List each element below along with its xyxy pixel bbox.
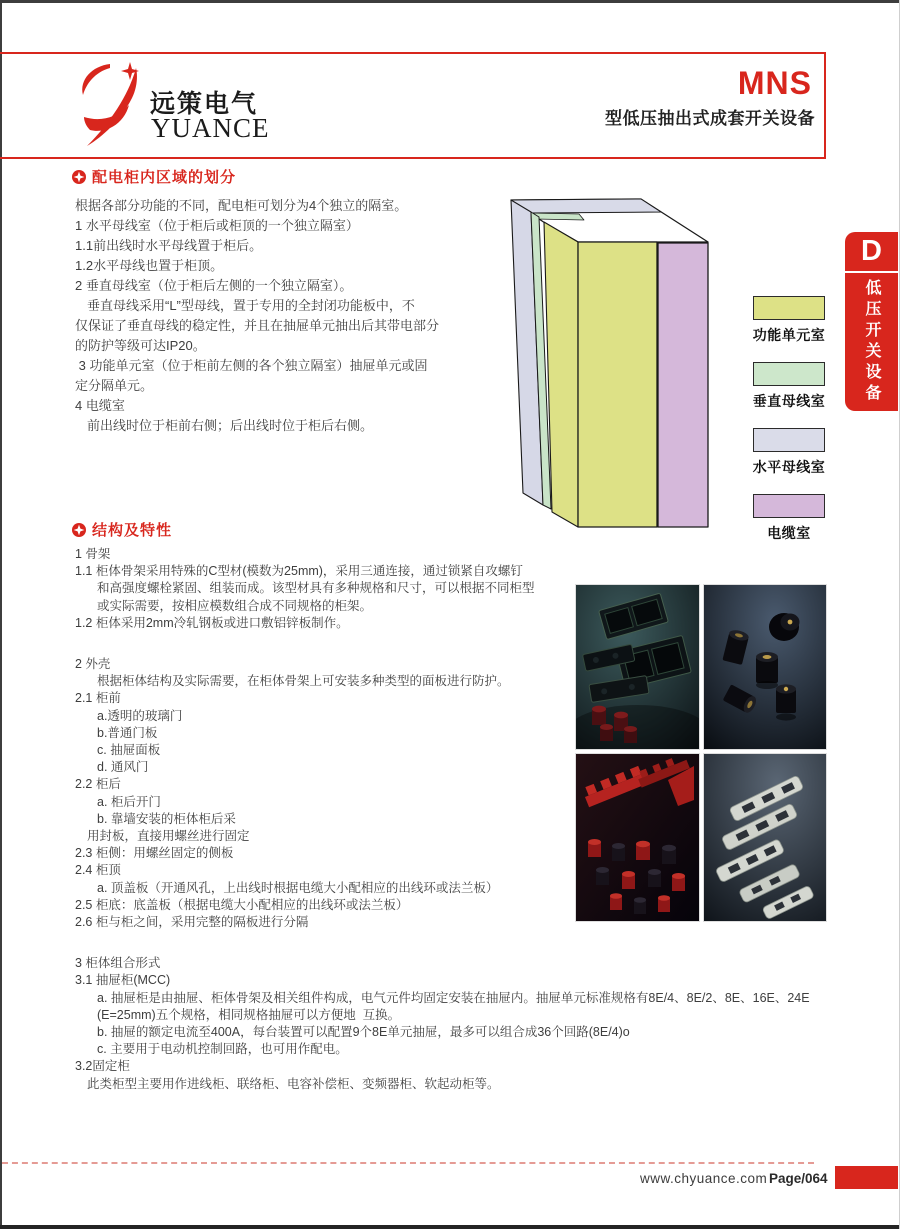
body-line: 1 骨架 [75,547,111,561]
body-line: 4 电缆室 [75,398,125,413]
legend-item [752,362,826,428]
body-line: 2.3 柜侧：用螺丝固定的侧板 [75,846,234,861]
body-line: 前出线时位于柜前右侧；后出线时位于柜后右侧。 [87,418,374,433]
body-line: c. 主要用于电动机控制回路，也可用作配电。 [97,1042,348,1057]
product-subtitle: 型低压抽出式成套开关设备 [605,109,815,128]
legend-label: 电缆室 [767,525,811,541]
chapter-tab [845,273,898,411]
legend-label: 水平母线室 [752,459,826,475]
body-line: a. 顶盖板（开通风孔，上出线时根据电缆大小配相应的出线环或法兰板） [97,880,499,895]
section2-title-text: 结构及特性 [92,522,173,539]
section1-body [75,196,527,436]
section-bullet-star-icon [72,170,86,184]
diagram-legend [752,296,826,560]
body-line: 此类柜型主要用作进线柜、联络柜、电容补偿柜、变频器柜、软起动柜等。 [87,1076,500,1091]
body-line: 1 水平母线室（位于柜后或柜顶的一个独立隔室） [75,218,359,233]
body-line: 2.6 柜与柜之间，采用完整的隔板进行分隔 [75,915,309,930]
page-border-bottom [0,1225,900,1229]
body-line: 根据各部分功能的不同，配电柜可划分为4个独立的隔室。 [75,198,408,213]
product-photo-grey-busbar-combs [703,753,827,922]
body-line: 2.1 柜前 [75,691,121,706]
chapter-tab-letter: D [845,232,898,271]
body-line: a.透明的玻璃门 [97,708,183,723]
section1-title [72,166,236,187]
section-bullet-star-icon [72,523,86,537]
body-line: 3 功能单元室（位于柜前左侧的各个独立隔室）抽屉单元或固 [75,358,428,373]
section1-title-text: 配电柜内区域的划分 [92,169,237,186]
body-line: b.普通门板 [97,725,158,740]
legend-label: 垂直母线室 [752,393,826,409]
body-line: c. 抽屉面板 [97,743,161,758]
product-photo-cylindrical-insulators [703,584,827,750]
section2-title [72,519,172,540]
page-border-top [0,0,900,3]
body-line: b. 抽屉的额定电流至400A，每台装置可以配置9个8E单元抽屉，最多可以组合成36个回路(8E/4)o [97,1025,630,1040]
body-line: a. 柜后开门 [97,794,161,809]
body-line: 垂直母线采用“L”型母线，置于专用的全封闭功能板中，不 [87,298,415,313]
logo-text-en: YUANCE [151,113,270,143]
legend-swatch [753,362,825,386]
body-line: 2.4 柜顶 [75,863,121,878]
body-line: 3.1 抽屉柜(MCC) [75,973,171,988]
legend-item [752,296,826,362]
body-line: 1.1前出线时水平母线置于柜后。 [75,238,263,253]
logo-text-cn: 远策电气 [150,90,259,118]
legend-swatch [753,428,825,452]
footer-page-number: Page/064 [769,1171,828,1186]
body-line: 或实际需要，按相应模数组合成不同规格的柜架。 [97,598,373,613]
page-border-left [0,0,2,1226]
footer-dashed-rule [2,1162,814,1164]
footer-red-block [835,1166,898,1189]
body-line: a. 抽屉柜是由抽屉、柜体骨架及相关组件构成，电气元件均固定安装在抽屉内。抽屉单元标准规格有8E/4、8E/2、8E、16E、24E [97,990,810,1005]
body-line: 2.2 柜后 [75,777,121,792]
body-line: 1.2水平母线也置于柜顶。 [75,258,224,273]
legend-swatch [753,296,825,320]
product-photo-red-black-insulators [575,753,700,922]
body-line: 2 垂直母线室（位于柜后左侧的一个独立隔室）。 [75,278,353,293]
body-line: 定分隔单元。 [75,378,154,393]
body-line: 和高强度螺栓紧固、组装而成。该型材具有多种规格和尺寸，可以根据不同柜型 [97,581,535,596]
body-line: 1.2 柜体采用2mm冷轧钢板或进口敷铝锌板制作。 [75,615,349,630]
body-line: 1.1 柜体骨架采用特殊的C型材(模数为25mm)，采用三通连接，通过锁紧自攻螺钉 [75,564,523,579]
legend-swatch [753,494,825,518]
cabinet-compartment-diagram [495,193,710,538]
chapter-tab-label: 低压开关设备 [863,279,880,405]
product-photo-clamp-panels [575,584,700,750]
yuance-logo-swoosh-icon [70,60,144,152]
body-line: 3.2固定柜 [75,1059,130,1074]
legend-label: 功能单元室 [752,327,826,343]
body-line: 仅保证了垂直母线的稳定性，并且在抽屉单元抽出后其带电部分 [75,318,440,333]
body-line: d. 通风门 [97,760,149,775]
body-line: 用封板，直接用螺丝进行固定 [87,829,250,844]
product-model-title: MNS [737,65,812,101]
body-line: 2 外壳 [75,657,111,672]
body-line: 3 柜体组合形式 [75,956,161,971]
body-line: 2.5 柜底：底盖板（根据电缆大小配相应的出线环或法兰板） [75,897,409,912]
legend-item [752,428,826,494]
body-line: 根据柜体结构及实际需要，在柜体骨架上可安装多种类型的面板进行防护。 [97,674,510,689]
body-line: (E=25mm)五个规格，相同规格抽屉可以方便地 互换。 [97,1007,401,1022]
body-line: b. 靠墙安装的柜体柜后采 [97,811,236,826]
body-line: 的防护等级可达IP20。 [75,338,206,353]
footer-website: www.chyuance.com [640,1171,768,1186]
